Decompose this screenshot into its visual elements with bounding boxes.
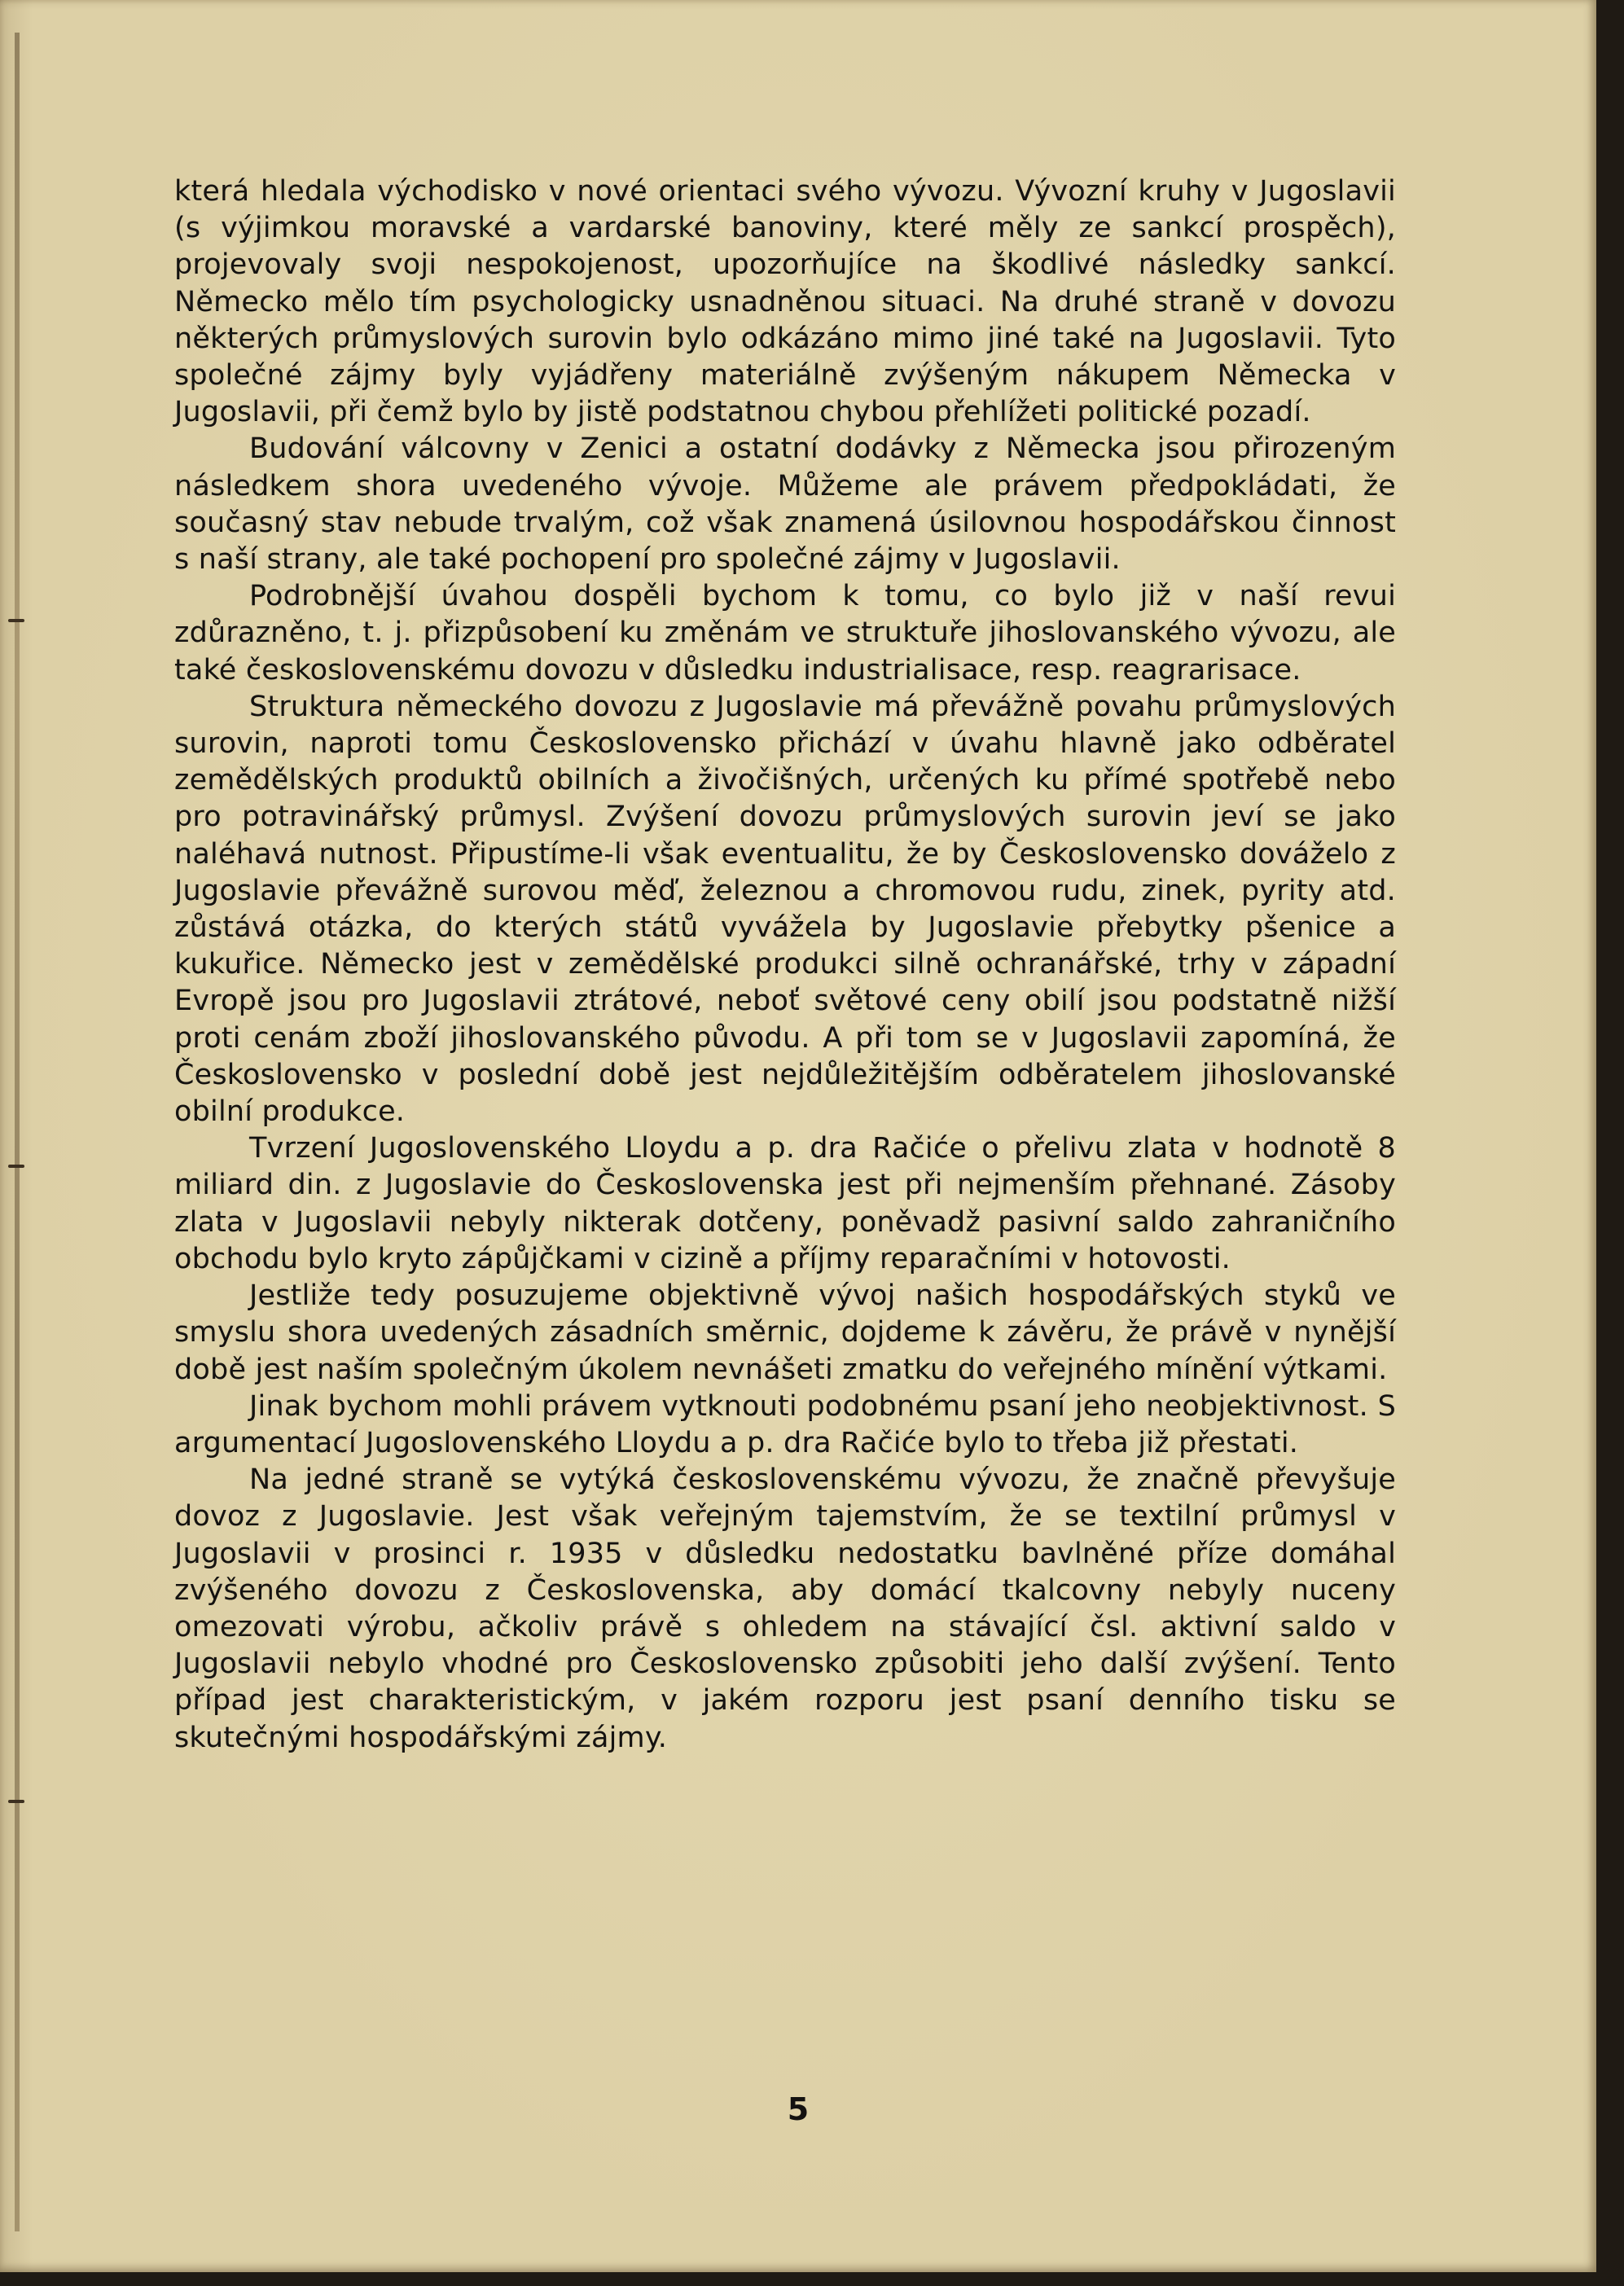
binding-edge bbox=[15, 33, 20, 2231]
paragraph-4: Struktura německého dovozu z Jugoslavie má převážně povahu průmyslových surovin, naproti tomu Československo přichází v úvahu hlavně jako odběratel zemědělských produktů obilních a živočišných, určených ku přímé spotřebě nebo pro potravinářský průmysl. Zvýšení dovozu průmyslových surovin jeví se jako naléhavá nutnost. Připustíme-li však eventualitu, že by Československo dováželo z Jugoslavie převážně surovou měď, železnou a chromovou rudu, zinek, pyrity atd. zůstává otázka, do kterých států vyvážela by Jugoslavie přebytky pšenice a kukuřice. Německo jest v zemědělské produkci silně ochranářské, trhy v západní Evropě jsou pro Jugoslavii ztrátové, neboť světové ceny obilí jsou podstatně nižší proti cenám zboží jihoslovanského původu. A při tom se v Jugoslavii zapomíná, že Československo v poslední době jest nejdůležitějším odběratelem jihoslovanské obilní produkce. bbox=[174, 690, 1396, 1129]
page-number: 5 bbox=[787, 2091, 810, 2127]
body-text bbox=[174, 173, 1396, 1757]
paragraph-3: Podrobnější úvahou dospěli bychom k tomu, co bylo již v naší revui zdůrazněno, t. j. přizpůsobení ku změnám ve struktuře jihoslovanského vývozu, ale také československému dovozu v důsledku industrialisace, resp. reagrarisace. bbox=[174, 580, 1396, 687]
paragraph-1: která hledala východisko v nové orientaci svého vývozu. Vývozní kruhy v Jugoslavii (s výjimkou moravské a vardarské banoviny, které měly ze sankcí prospěch), projevovaly svoji nespokojenost, upozorňujíce na škodlivé následky sankcí. Německo mělo tím psychologicky usnadněnou situaci. Na druhé straně v dovozu některých průmyslových surovin bylo odkázáno mimo jiné také na Jugoslavii. Tyto společné zájmy byly vyjádřeny materiálně zvýšeným nákupem Německa v Jugoslavii, při čemž bylo by jistě podstatnou chybou přehlížeti politické pozadí. bbox=[174, 175, 1396, 429]
paragraph-7: Jinak bychom mohli právem vytknouti podobnému psaní jeho neobjektivnost. S argumentací Jugoslovenského Lloydu a p. dra Račiće bylo to třeba již přestati. bbox=[174, 1389, 1396, 1459]
binding-mark bbox=[8, 619, 24, 622]
paragraph-2: Budování válcovny v Zenici a ostatní dodávky z Německa jsou přirozeným následkem shora uvedeného vývoje. Můžeme ale právem předpokládati, že současný stav nebude trvalým, což však znamená úsilovnou hospodářskou činnost s naší strany, ale také pochopení pro společné zájmy v Jugoslavii. bbox=[174, 432, 1396, 577]
paragraph-5: Tvrzení Jugoslovenského Lloydu a p. dra Račiće o přelivu zlata v hodnotě 8 miliard din. z Jugoslavie do Československa jest při nejmenším přehnané. Zásoby zlata v Jugoslavii nebyly nikterak dotčeny, poněvadž pasivní saldo zahraničního obchodu bylo kryto zápůjčkami v cizině a příjmy reparačními v hotovosti. bbox=[174, 1132, 1396, 1275]
binding-mark bbox=[8, 1800, 24, 1803]
paragraph-6: Jestliže tedy posuzujeme objektivně vývoj našich hospodářských styků ve smyslu shora uvedených zásadních směrnic, dojdeme k závěru, že právě v nynější době jest naším společným úkolem nevnášeti zmatku do veřejného mínění výtkami. bbox=[174, 1279, 1396, 1386]
binding-mark bbox=[8, 1165, 24, 1168]
paragraph-8: Na jedné straně se vytýká československému vývozu, že značně převyšuje dovoz z Jugoslavie. Jest však veřejným tajemstvím, že se textilní průmysl v Jugoslavii v prosinci r. 1935 v důsledku nedostatku bavlněné příze domáhal zvýšeného dovozu z Československa, aby domácí tkalcovny nebyly nuceny omezovati výrobu, ačkoliv právě s ohledem na stávající čsl. aktivní saldo v Jugoslavii nebylo vhodné pro Československo způsobiti jeho další zvýšení. Tento případ jest charakteristickým, v jakém rozporu jest psaní denního tisku se skutečnými hospodářskými zájmy. bbox=[174, 1463, 1396, 1754]
